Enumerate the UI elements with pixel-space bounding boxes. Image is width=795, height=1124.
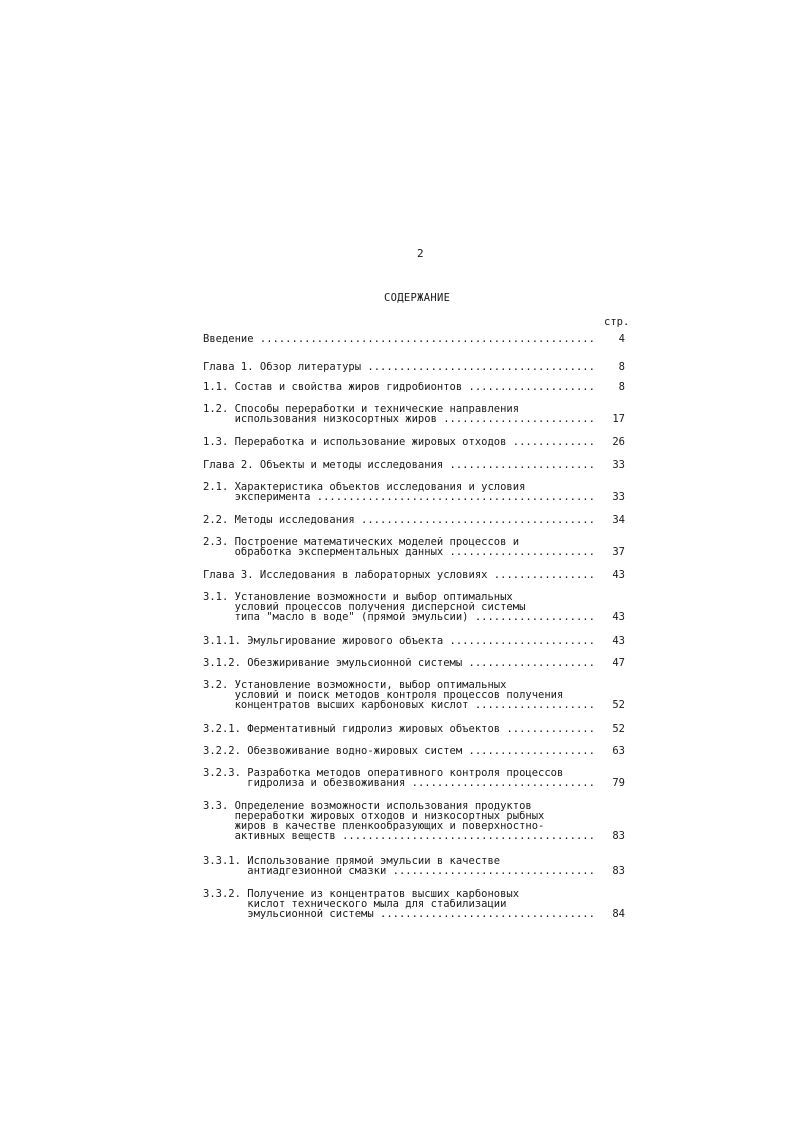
toc-entry-text: антиадгезионной смазки ..... xyxy=(203,866,593,876)
toc-entry-page: 33 xyxy=(612,491,625,503)
toc-entry-text: 2.3. Построение математических моделей процессов и xyxy=(203,537,520,547)
toc-entry-text: 2.1. Характеристика объектов исследования и условия xyxy=(203,482,526,492)
toc-entry-page: 79 xyxy=(612,777,625,789)
toc-entry xyxy=(203,334,629,344)
toc-entry xyxy=(203,570,629,580)
toc-entry-text: обработка эксперментальных данных ..... xyxy=(203,547,593,557)
toc-entry-text: 3.1.2. Обезжиривание эмульсионной системы ..... xyxy=(203,658,593,668)
toc-entry xyxy=(203,801,629,841)
toc-entry-text: 3.3.1. Использование прямой эмульсии в качестве xyxy=(203,856,501,866)
toc-entry xyxy=(203,680,629,710)
toc-entry-text: 3.3.2. Получение из концентратов высших карбоновых xyxy=(203,889,520,899)
toc-entry-page: 43 xyxy=(612,611,625,623)
toc-entry-page: 63 xyxy=(612,745,625,757)
toc-entry xyxy=(203,382,629,392)
toc-entry-text: переработки жировых отходов и низкосортных рыбных xyxy=(203,811,545,821)
toc-entry-text: 1.3. Переработка и использование жировых отходов ..... xyxy=(203,437,593,447)
toc-entry-page: 52 xyxy=(612,723,625,735)
toc-entry-text: гидролиза и обезвоживания ..... xyxy=(203,778,593,788)
toc-entry-text: 3.2.3. Разработка методов оперативного контроля процессов xyxy=(203,768,564,778)
toc-entry-page: 17 xyxy=(612,413,625,425)
toc-title: СОДЕРЖАНИЕ xyxy=(384,292,451,304)
toc-entry-page: 47 xyxy=(612,657,625,669)
toc-entry-text: эмульсионной системы ..... xyxy=(203,909,593,919)
toc-entry xyxy=(203,437,629,447)
toc-entry xyxy=(203,636,629,646)
toc-entry-text: 3.2.2. Обезвоживание водно-жировых систем ..... xyxy=(203,746,593,756)
toc-entry-text: 3.2.1. Ферментативный гидролиз жировых объектов ..... xyxy=(203,724,593,734)
toc-entry xyxy=(203,856,629,876)
page-column-header: стр. xyxy=(604,316,630,328)
toc-entry-text: Глава 3. Исследования в лабораторных условиях ..... xyxy=(203,570,593,580)
page-number: 2 xyxy=(417,247,424,260)
toc-entry-page: 8 xyxy=(618,381,625,393)
toc-entry-page: 34 xyxy=(612,514,625,526)
toc-entry-text: Введение ..... xyxy=(203,334,593,344)
toc-entry-page: 37 xyxy=(612,546,625,558)
toc-entry-page: 33 xyxy=(612,459,625,471)
toc-entry-text: 3.1. Установление возможности и выбор оптимальных xyxy=(203,592,513,602)
toc-entry-page: 4 xyxy=(618,333,625,345)
toc-entry-text: условий и поиск методов контроля процессов получения xyxy=(203,690,564,700)
toc-entry-text: 3.2. Установление возможности, выбор оптимальных xyxy=(203,680,507,690)
toc-entry-page: 83 xyxy=(612,865,625,877)
toc-entry-text: Глава 2. Объекты и методы исследования ..... xyxy=(203,460,593,470)
toc-entry-page: 84 xyxy=(612,908,625,920)
toc-entry xyxy=(203,724,629,734)
toc-entry xyxy=(203,768,629,788)
toc-entry-text: концентратов высших карбоновых кислот ..... xyxy=(203,700,593,710)
toc-entry xyxy=(203,658,629,668)
toc-entry-text: эксперимента ..... xyxy=(203,492,593,502)
toc-entry-text: 1.2. Способы переработки и технические направления xyxy=(203,404,520,414)
toc-entry-page: 8 xyxy=(618,361,625,373)
toc-entry-text: кислот технического мыла для стабилизации xyxy=(203,899,507,909)
toc-entry xyxy=(203,592,629,622)
toc-entry-page: 52 xyxy=(612,699,625,711)
toc-entry-text: Глава 1. Обзор литературы ..... xyxy=(203,362,593,372)
toc-entry-text: 3.1.1. Эмульгирование жирового объекта ..... xyxy=(203,636,593,646)
toc-entry-page: 43 xyxy=(612,569,625,581)
toc-entry xyxy=(203,460,629,470)
toc-entry-text: типа "масло в воде" (прямой эмульсии) ..... xyxy=(203,612,593,622)
toc-entry-text: жиров в качестве пленкообразующих и поверхностно- xyxy=(203,821,545,831)
toc-entry-text: 3.3. Определение возможности использования продуктов xyxy=(203,801,532,811)
toc-entry-text: 2.2. Методы исследования ..... xyxy=(203,515,593,525)
toc-entry xyxy=(203,515,629,525)
toc-entry-text: использования низкосортных жиров ..... xyxy=(203,414,593,424)
toc-entry xyxy=(203,537,629,557)
toc-entry xyxy=(203,404,629,424)
toc-entry xyxy=(203,746,629,756)
toc-entry-page: 26 xyxy=(612,436,625,448)
toc-entry xyxy=(203,482,629,502)
toc-entry xyxy=(203,889,629,919)
toc-entry-text: условий процессов получения дисперсной системы xyxy=(203,602,526,612)
toc-entry-page: 43 xyxy=(612,635,625,647)
toc-entry-page: 83 xyxy=(612,830,625,842)
toc-entry xyxy=(203,362,629,372)
toc-entry-text: 1.1. Состав и свойства жиров гидробионтов ..... xyxy=(203,382,593,392)
toc-entry-text: активных веществ ..... xyxy=(203,831,593,841)
